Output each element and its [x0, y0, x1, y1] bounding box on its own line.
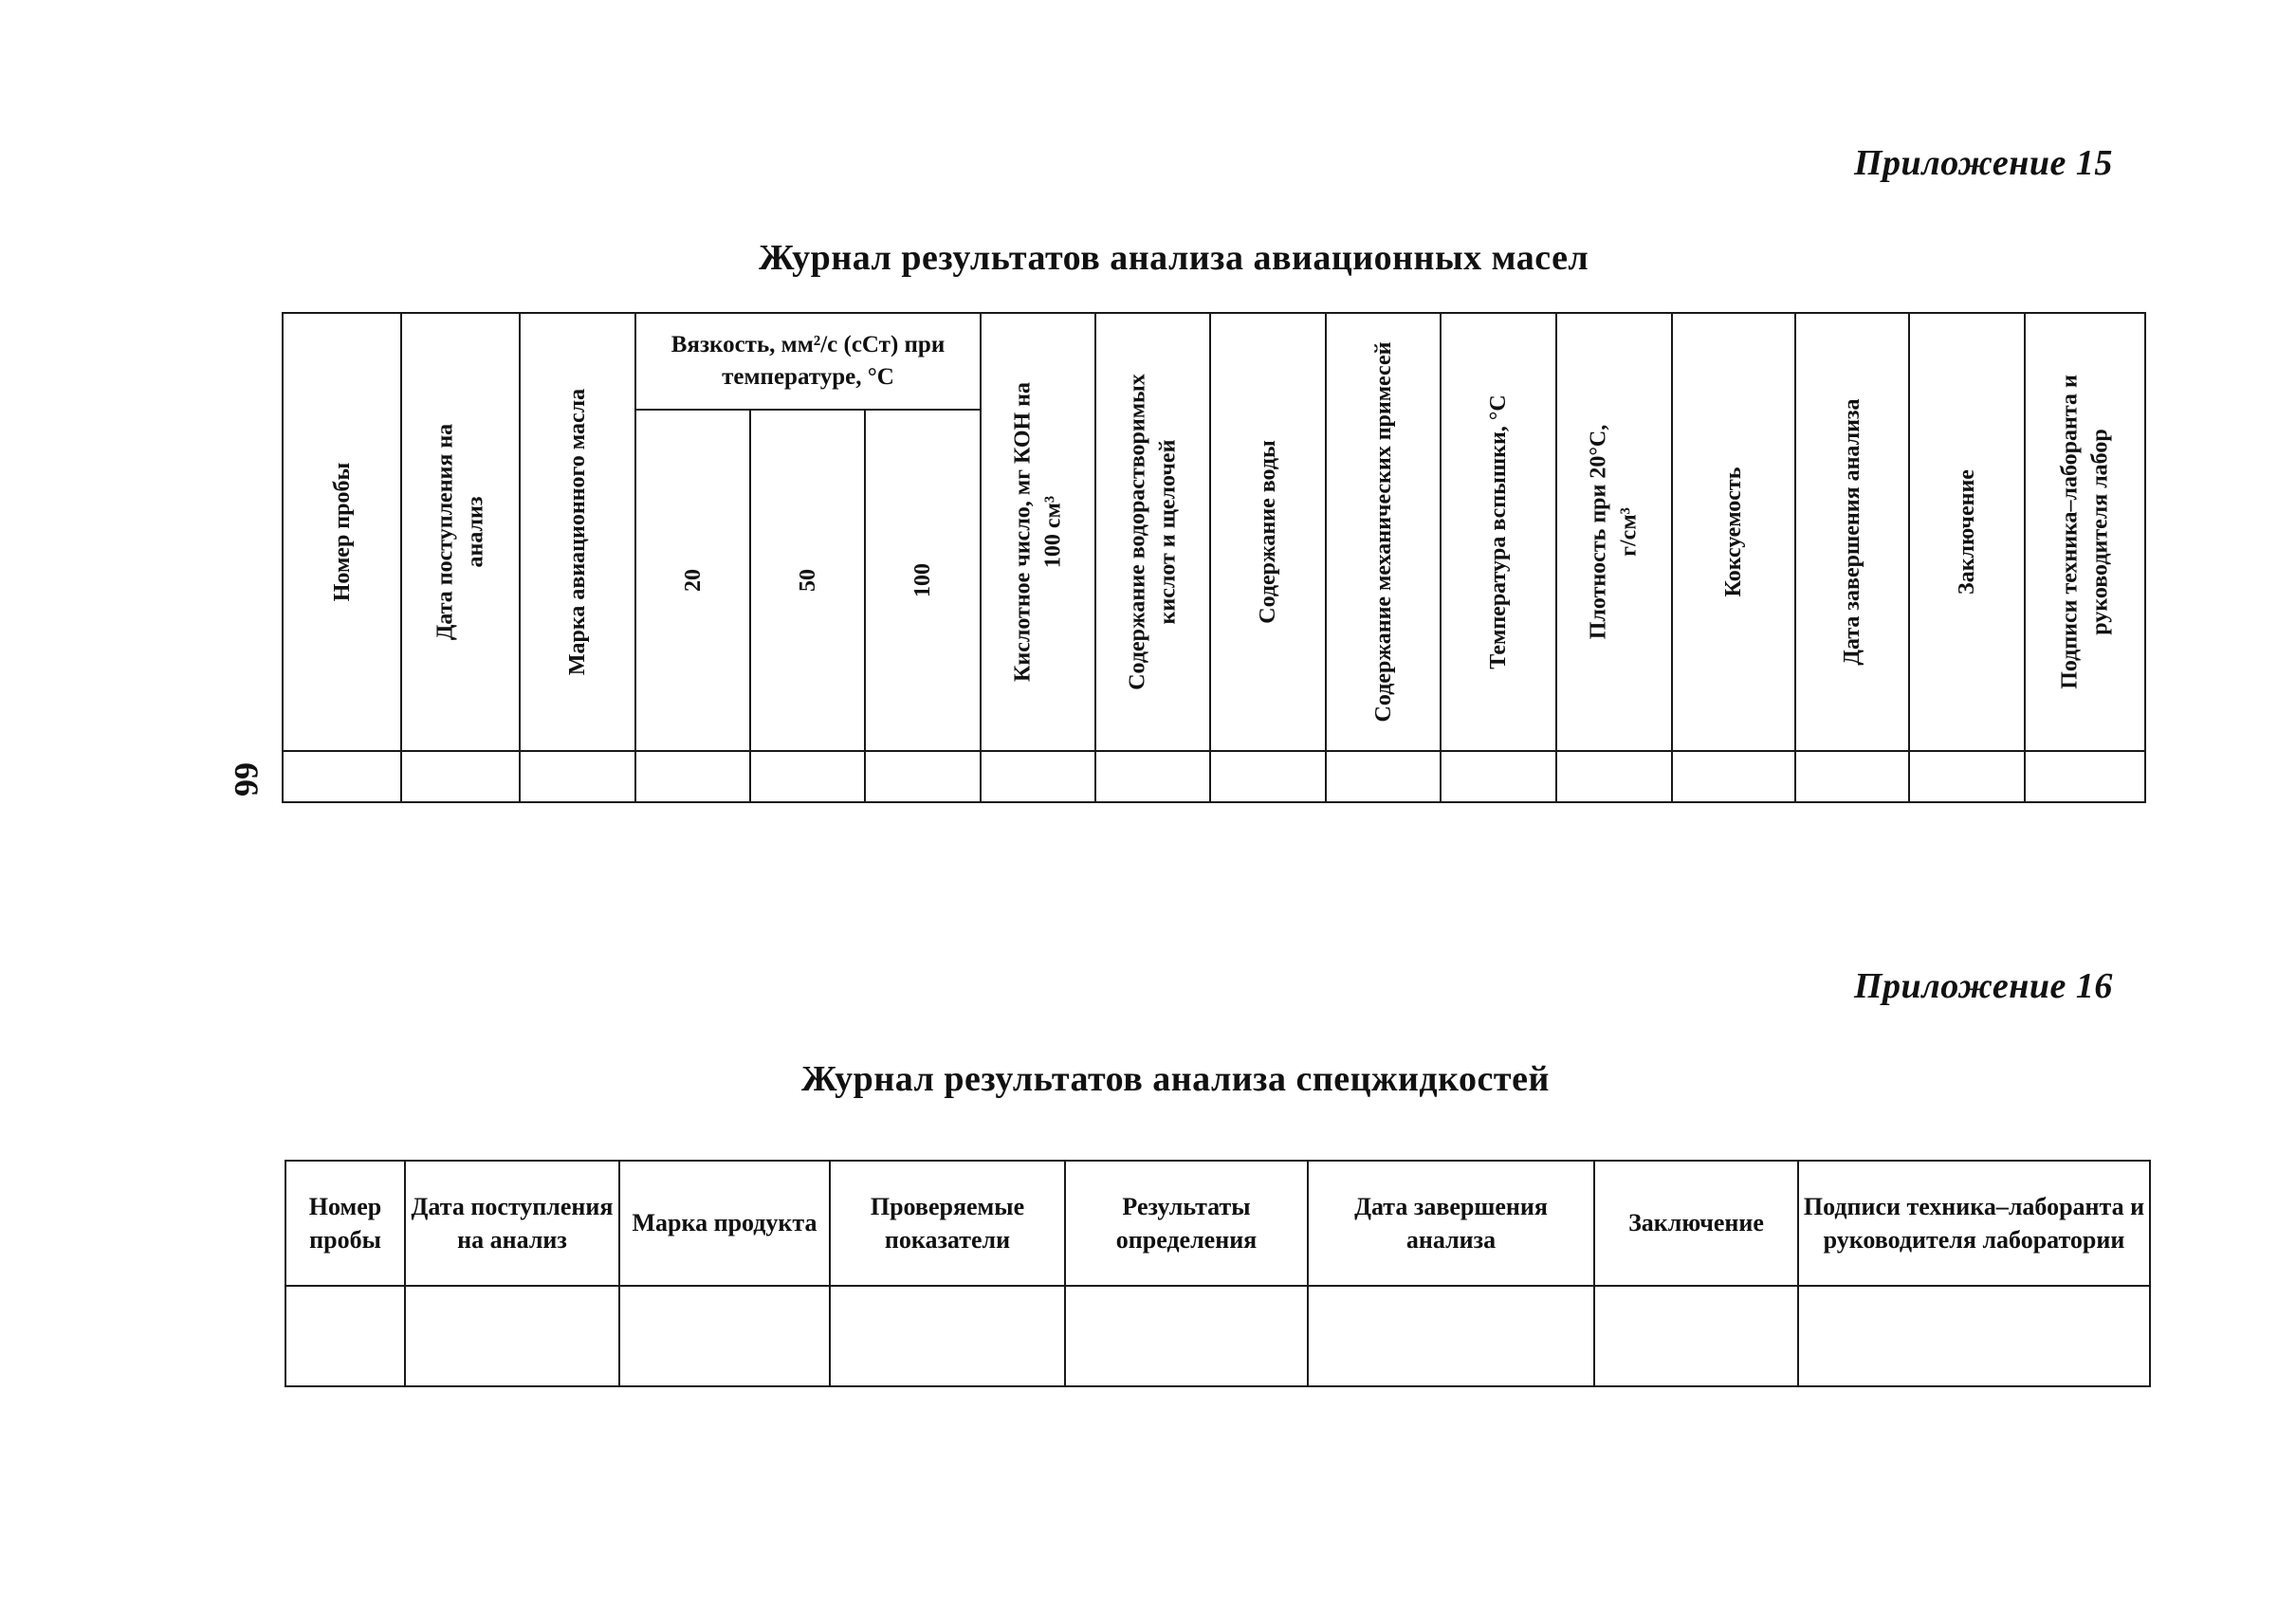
- journal-16-title: Журнал результатов анализа спецжидкостей: [801, 1059, 1550, 1099]
- table-cell: [1441, 751, 1556, 802]
- col-checked-indicators: Проверяемые показатели: [830, 1161, 1065, 1286]
- col-date-completed: Дата завершения анализа: [1308, 1161, 1594, 1286]
- col-conclusion: Заключение: [1594, 1161, 1798, 1286]
- col-acid-number: Кислотное число, мг КОН на 100 см³: [981, 313, 1095, 751]
- table-cell: [2025, 751, 2145, 802]
- col-viscosity-100: 100: [865, 410, 981, 751]
- table-cell: [520, 751, 635, 802]
- table-cell: [1798, 1286, 2150, 1386]
- table-row: [285, 1286, 2150, 1386]
- table-cell: [1326, 751, 1441, 802]
- table-cell: [619, 1286, 830, 1386]
- table-cell: [1672, 751, 1795, 802]
- col-water-soluble-acids: Содержание водорастворимых кислот и щелочей: [1095, 313, 1210, 751]
- table-cell: [830, 1286, 1065, 1386]
- table-cell: [283, 751, 401, 802]
- appendix-15-label: Приложение 15: [1854, 143, 2113, 183]
- col-sample-no: Номер пробы: [283, 313, 401, 751]
- table-cell: [981, 751, 1095, 802]
- col-date-received: Дата поступления на анализ: [405, 1161, 619, 1286]
- table-cell: [865, 751, 981, 802]
- col-date-completed: Дата завершения анализа: [1795, 313, 1909, 751]
- col-water-content: Содержание воды: [1210, 313, 1326, 751]
- table-cell: [1308, 1286, 1594, 1386]
- table-cell: [635, 751, 750, 802]
- col-date-received: Дата поступления на анализ: [401, 313, 520, 751]
- col-signatures: Подписи техника–лаборанта и руководителя лабор: [2025, 313, 2145, 751]
- col-sample-no: Номер пробы: [285, 1161, 405, 1286]
- page-number: 66: [228, 762, 266, 797]
- col-conclusion: Заключение: [1909, 313, 2025, 751]
- col-flash-point: Температура вспышки, °С: [1441, 313, 1556, 751]
- aviation-oils-journal-table: [282, 312, 2146, 803]
- special-fluids-journal-table: [285, 1160, 2151, 1387]
- col-oil-grade: Марка авиационного масла: [520, 313, 635, 751]
- table-cell: [1909, 751, 2025, 802]
- col-mech-impurities: Содержание механических примесей: [1326, 313, 1441, 751]
- table-cell: [285, 1286, 405, 1386]
- table-row: [283, 751, 2145, 802]
- col-results: Результаты определения: [1065, 1161, 1308, 1286]
- table-cell: [1065, 1286, 1308, 1386]
- col-viscosity-group: Вязкость, мм²/с (сСт) при температуре, °С: [635, 313, 981, 410]
- col-coking: Коксуемость: [1672, 313, 1795, 751]
- col-signatures: Подписи техника–лаборанта и руководителя лаборатории: [1798, 1161, 2150, 1286]
- table-cell: [1795, 751, 1909, 802]
- journal-15-title: Журнал результатов анализа авиационных масел: [759, 238, 1589, 278]
- appendix-16-label: Приложение 16: [1854, 966, 2113, 1006]
- table-cell: [1594, 1286, 1798, 1386]
- table-cell: [750, 751, 865, 802]
- table-cell: [405, 1286, 619, 1386]
- table-cell: [1556, 751, 1672, 802]
- col-density: Плотность при 20°С, г/см³: [1556, 313, 1672, 751]
- table-cell: [1210, 751, 1326, 802]
- col-product-grade: Марка продукта: [619, 1161, 830, 1286]
- col-viscosity-20: 20: [635, 410, 750, 751]
- table-cell: [401, 751, 520, 802]
- col-viscosity-50: 50: [750, 410, 865, 751]
- table-cell: [1095, 751, 1210, 802]
